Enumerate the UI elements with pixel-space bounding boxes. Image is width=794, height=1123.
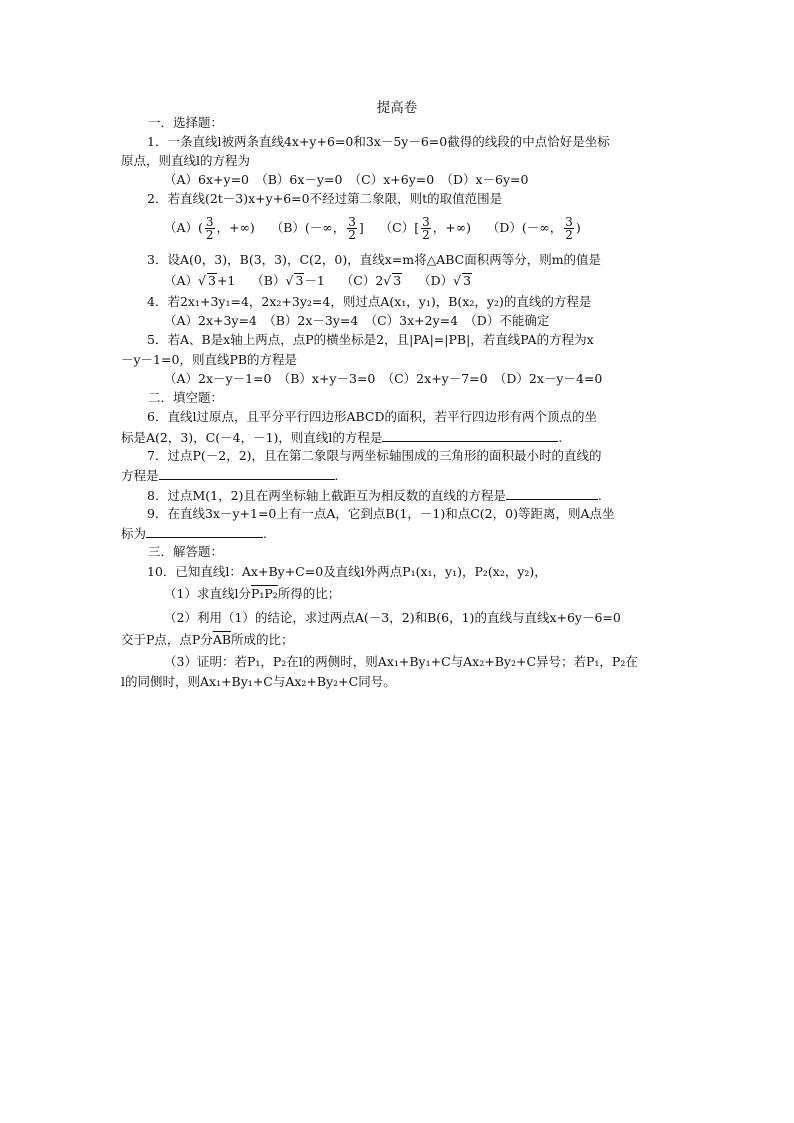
question-7-line-1: 7．过点P(－2，2)，且在第二象限与两坐标轴围成的三角形的面积最小时的直线的 [147,448,602,463]
question-6-line-2: 标是A(2，3)，C(－4，－1)，则直线l的方程是 . [121,430,563,445]
option-d-prefix: （D）(－∞， [486,220,563,235]
question-10-part-2-line-2: 交于P点，点P分$\overline{AB}$所成的比； [121,632,294,647]
question-10-line-1: 10．已知直线l：Ax+By+C=0及直线l外两点P₁(x₁，y₁)，P₂(x₂，y₂)， [147,564,547,579]
question-6-line-1: 6．直线l过原点，且平分平行四边形ABCD的面积，若平行四边形有两个顶点的坐 [147,409,597,424]
answer-blank[interactable] [506,488,598,500]
fraction: $\frac{3}{2}$ [348,215,356,242]
option-c-suffix: ，+∞) [432,220,471,235]
question-1-options: （A）6x+y=0 （B）6x－y=0 （C）x+6y=0 （D）x－6y=0 [164,172,529,187]
option-b-suffix: ] [358,220,364,235]
question-10-part-1: （1）求直线l分P₁P₂所得的比； [164,586,341,601]
question-1-line-1: 1．一条直线l被两条直线4x+y+6=0和3x－5y－6=0截得的线段的中点恰好是坐标 [147,134,610,149]
question-2-line-1: 2．若直线(2t－3)x+y+6=0不经过第二象限，则t的取值范围是 [147,191,503,206]
question-9-line-2: 标为 . [121,526,267,541]
fraction: $\frac{3}{2}$ [422,215,430,242]
question-4-line-1: 4．若2x₁+3y₁=4，2x₂+3y₂=4，则过点A(x₁，y₁)，B(x₂，y₂)的直线的方程是 [147,294,592,309]
option-a-prefix: （A）( [164,220,203,235]
question-10-part-3-line-2: l的同侧时，则Ax₁+By₁+C与Ax₂+By₂+C同号。 [121,674,396,689]
option-b-prefix: （B）(－∞， [270,220,346,235]
vector-ab: $\overline{AB}$ [212,632,232,647]
page-title: 提高卷 [376,100,418,116]
answer-blank[interactable] [146,526,263,538]
section-heading-solution: 三．解答题： [148,544,224,559]
question-5-options: （A）2x－y－1=0 （B）x+y－3=0 （C）2x+y－7=0 （D）2x－y－4=0 [164,371,603,386]
vector-p1p2: P₁P₂ [250,586,278,601]
question-3-line-1: 3．设A(0，3)，B(3，3)，C(2，0)，直线x=m将△ABC面积两等分，则m的值是 [147,252,602,267]
option-a-suffix: ，+∞) [216,220,255,235]
question-3-options: （A）√ 3+1 （B）√ 3－1 （C）2√ 3 （D）√ 3 [164,273,472,288]
option-c-prefix: （C）[ [379,220,420,235]
question-2-options [164,213,581,243]
question-10-part-3-line-1: （3）证明：若P₁，P₂在l的两侧时，则Ax₁+By₁+C与Ax₂+By₂+C异号；若P₁，P₂在 [164,654,638,669]
question-8-line-1: 8．过点M(1，2)且在两坐标轴上截距互为相反数的直线的方程是 . [147,488,602,503]
section-heading-choice: 一．选择题： [148,115,224,130]
fraction: $\frac{3}{2}$ [205,215,214,242]
option-d-suffix: ) [575,220,581,235]
section-heading-fill: 二．填空题： [148,390,224,405]
question-5-line-2: －y－1=0，则直线PB的方程是 [121,352,298,367]
question-10-part-2-line-1: （2）利用（1）的结论，求过两点A(－3，2)和B(6，1)的直线与直线x+6y－6=0 [164,610,621,625]
question-9-line-1: 9．在直线3x－y+1=0上有一点A，它到点B(1，－1)和点C(2，0)等距离，则A点坐 [147,506,615,521]
answer-blank[interactable] [382,430,558,442]
answer-blank[interactable] [159,468,335,480]
question-4-options: （A）2x+3y=4 （B）2x－3y=4 （C）3x+2y=4 （D）不能确定 [164,313,550,328]
fraction: $\frac{3}{2}$ [565,215,573,242]
question-1-line-2: 原点，则直线l的方程为 [121,153,250,168]
question-7-line-2: 方程是 . [121,468,339,483]
question-5-line-1: 5．若A、B是x轴上两点，点P的横坐标是2，且|PA|=|PB|，若直线PA的方程为x [147,332,594,347]
